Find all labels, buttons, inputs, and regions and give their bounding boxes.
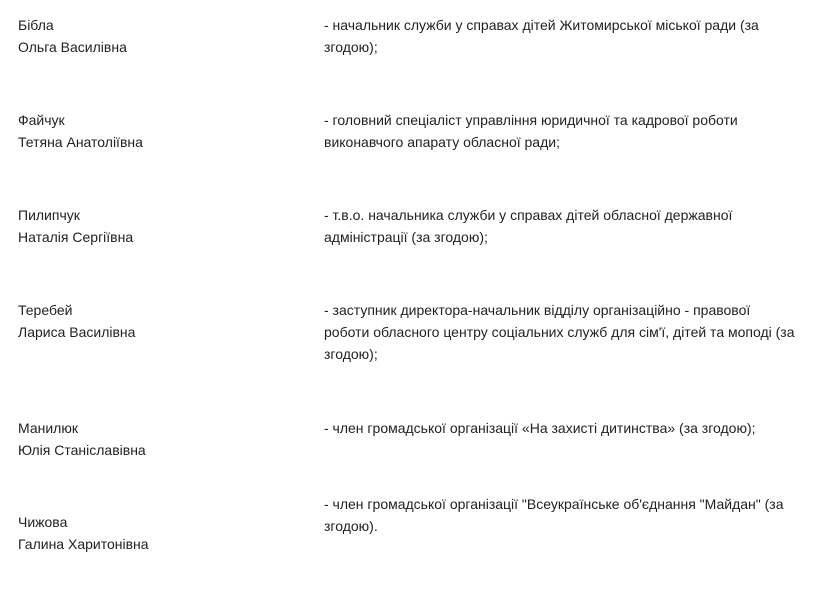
- member-name: [18, 204, 298, 248]
- member-role: [324, 417, 822, 439]
- member-surname: Файчук: [18, 112, 65, 128]
- member-role-line: - начальник служби у справах дітей Житомирської міської ради (за: [324, 17, 759, 33]
- member-surname: Бібла: [18, 17, 54, 33]
- member-given-name: Наталія Сергіївна: [18, 229, 134, 245]
- member-role: [324, 14, 822, 58]
- member-role: [324, 299, 822, 365]
- member-given-name: Тетяна Анатоліївна: [18, 134, 143, 150]
- member-role: [324, 109, 822, 153]
- member-name: [18, 14, 298, 58]
- member-role-line: згодою).: [324, 518, 378, 534]
- member-surname: Теребей: [18, 302, 73, 318]
- member-role-line: - заступник директора-начальник відділу організаційно - правової: [324, 302, 751, 318]
- member-name: [18, 417, 298, 461]
- member-surname: Чижова: [18, 514, 68, 530]
- member-role-line: - член громадської організації "Всеукраїнське об'єднання "Майдан" (за: [324, 496, 784, 512]
- member-role-line: виконавчого апарату обласної ради;: [324, 134, 560, 150]
- member-role-line: - член громадської організації «На захисті дитинства» (за згодою);: [324, 420, 756, 436]
- member-role-line: - т.в.о. начальника служби у справах дітей обласної державної: [324, 207, 733, 223]
- member-role-line: згодою);: [324, 346, 378, 362]
- member-surname: Пилипчук: [18, 207, 80, 223]
- member-role-line: згодою);: [324, 39, 378, 55]
- member-name: [18, 511, 298, 555]
- member-given-name: Юлія Станіславівна: [18, 442, 146, 458]
- member-name: [18, 109, 298, 153]
- member-given-name: Галина Харитонівна: [18, 536, 149, 552]
- member-role-line: - головний спеціаліст управління юридичної та кадрової роботи: [324, 112, 738, 128]
- member-surname: Манилюк: [18, 420, 78, 436]
- member-role: [324, 493, 822, 537]
- member-role: [324, 204, 822, 248]
- member-given-name: Лариса Василівна: [18, 324, 136, 340]
- member-role-line: адміністрації (за згодою);: [324, 229, 488, 245]
- member-name: [18, 299, 298, 343]
- member-given-name: Ольга Василівна: [18, 39, 127, 55]
- member-role-line: роботи обласного центру соціальних служб для сім'ї, дітей та моподі (за: [324, 324, 795, 340]
